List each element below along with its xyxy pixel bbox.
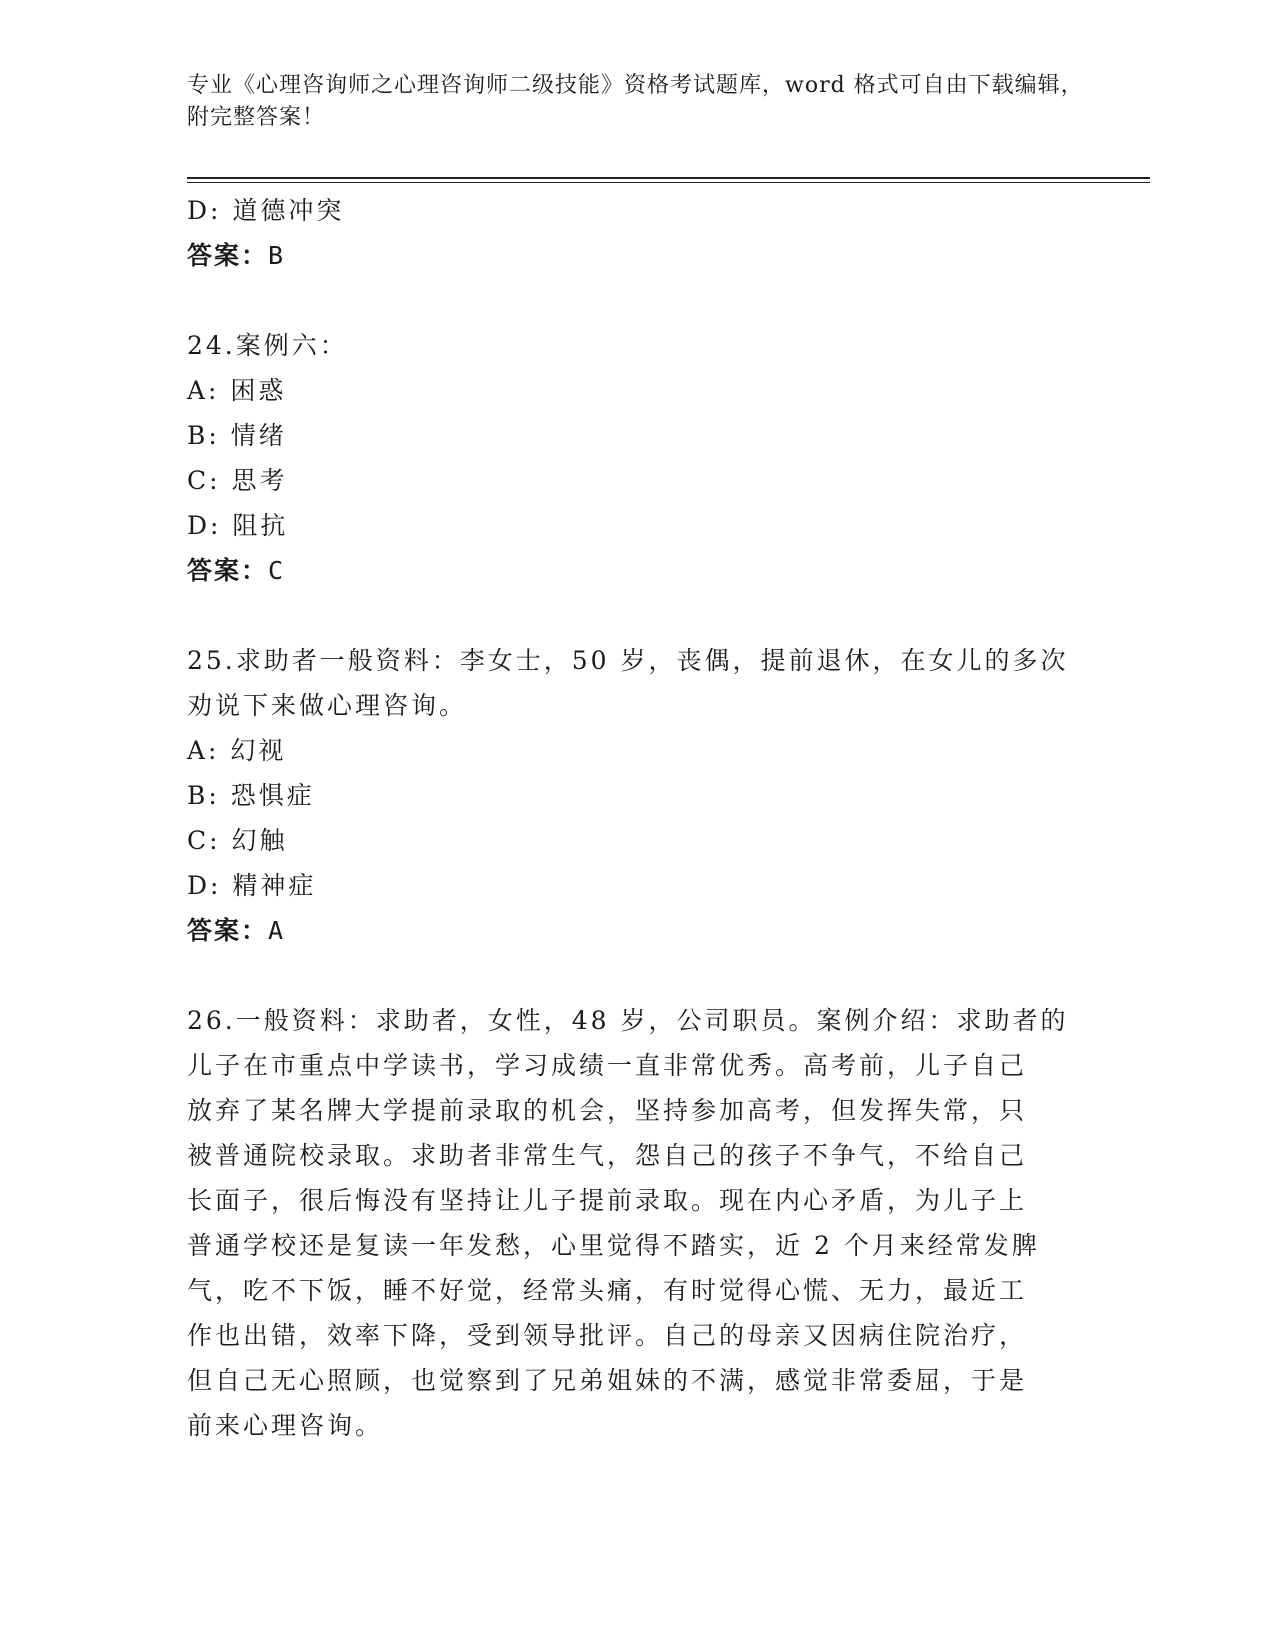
option-d: D: 精神症 xyxy=(187,871,317,900)
case-text-line: 长面子，很后悔没有坚持让儿子提前录取。现在内心矛盾，为儿子上 xyxy=(187,1186,1028,1215)
case-text-line: 被普通院校录取。求助者非常生气，怨自己的孩子不争气，不给自己 xyxy=(187,1141,1028,1170)
option-c: C: 思考 xyxy=(187,466,288,495)
answer-value: A xyxy=(268,916,286,945)
spacer xyxy=(187,593,1087,638)
question-stem: 24.案例六： xyxy=(187,331,348,360)
answer-label: 答案： xyxy=(187,241,269,270)
spacer xyxy=(187,953,1087,998)
case-text-line: 放弃了某名牌大学提前录取的机会，坚持参加高考，但发挥失常，只 xyxy=(187,1096,1028,1125)
option-d: D: 道德冲突 xyxy=(187,196,345,225)
document-header: 专业《心理咨询师之心理咨询师二级技能》资格考试题库，word 格式可自由下载编辑，附完整答案！ xyxy=(187,73,1084,130)
answer-value: B xyxy=(268,241,286,270)
option-b: B: 情绪 xyxy=(187,421,287,450)
case-text-line: 儿子在市重点中学读书，学习成绩一直非常优秀。高考前，儿子自己 xyxy=(187,1051,1028,1080)
question-24 xyxy=(187,323,1087,593)
spacer xyxy=(187,278,1087,323)
option-a: A: 幻视 xyxy=(187,736,287,765)
option-d: D: 阻抗 xyxy=(187,511,289,540)
question-stem-line-2: 劝说下来做心理咨询。 xyxy=(187,691,468,720)
question-23 xyxy=(187,188,1087,278)
answer-label: 答案： xyxy=(187,556,269,585)
case-text-line: 前来心理咨询。 xyxy=(187,1411,384,1440)
option-c: C: 幻触 xyxy=(187,826,288,855)
header-divider-thin xyxy=(187,182,1150,183)
question-stem-line-1: 25.求助者一般资料：李女士，50 岁，丧偶，提前退休，在女儿的多次 xyxy=(187,646,1069,675)
case-text-line: 作也出错，效率下降，受到领导批评。自己的母亲又因病住院治疗， xyxy=(187,1321,1028,1350)
answer-line xyxy=(187,548,1087,593)
answer-line xyxy=(187,233,1087,278)
option-a: A: 困惑 xyxy=(187,376,287,405)
case-text-line: 26.一般资料：求助者，女性，48 岁，公司职员。案例介绍：求助者的 xyxy=(187,1006,1069,1035)
case-text-line: 普通学校还是复读一年发愁，心里觉得不踏实，近 2 个月来经常发脾 xyxy=(187,1231,1040,1260)
document-body xyxy=(187,188,1087,1448)
answer-label: 答案： xyxy=(187,916,269,945)
answer-line xyxy=(187,908,1087,953)
header-divider-thick xyxy=(187,177,1150,179)
case-text-line: 但自己无心照顾，也觉察到了兄弟姐妹的不满，感觉非常委屈，于是 xyxy=(187,1366,1028,1395)
answer-value: C xyxy=(268,556,286,585)
question-26 xyxy=(187,998,1087,1448)
case-text-line: 气，吃不下饭，睡不好觉，经常头痛，有时觉得心慌、无力，最近工 xyxy=(187,1276,1028,1305)
question-25 xyxy=(187,638,1087,953)
option-b: B: 恐惧症 xyxy=(187,781,315,810)
